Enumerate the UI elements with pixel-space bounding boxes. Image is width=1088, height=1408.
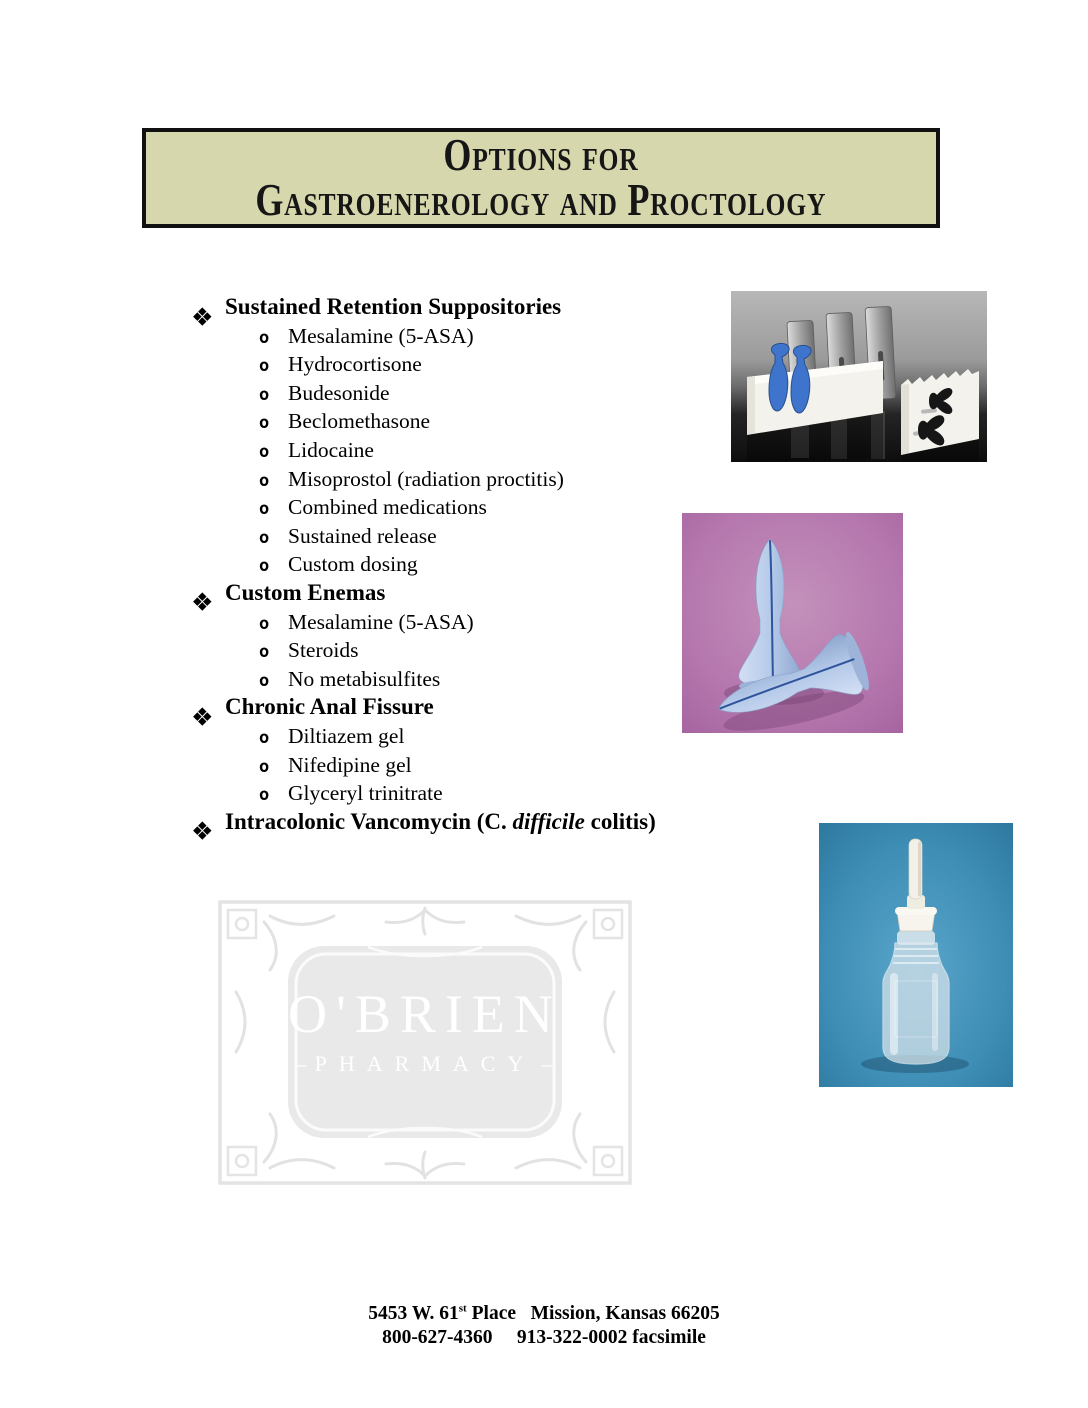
list-item	[0, 436, 760, 465]
watermark-dash: –	[295, 1051, 309, 1076]
footer	[0, 1302, 1088, 1350]
circle-bullet-icon: o	[259, 642, 270, 663]
list-item-text: Custom dosing	[288, 552, 418, 577]
circle-bullet-icon: o	[259, 499, 270, 520]
list-item-text: Mesalamine (5-ASA)	[288, 609, 474, 634]
section-header-vancomycin	[0, 808, 760, 837]
circle-bullet-icon: o	[259, 527, 270, 548]
section-title-part: Intracolonic Vancomycin (C.	[225, 808, 513, 834]
options-list	[0, 293, 760, 836]
section-title-part: colitis)	[584, 808, 656, 834]
footer-address-city: Place Mission, Kansas 66205	[466, 1303, 720, 1324]
list-item-text: Steroids	[288, 638, 359, 663]
blue-molds-illustration	[682, 513, 903, 733]
title-line-2: Gastroenerology and Proctology	[255, 175, 827, 225]
diamond-bullet-icon	[196, 808, 225, 837]
circle-bullet-icon: o	[259, 327, 270, 348]
list-item-text: Diltiazem gel	[288, 723, 405, 748]
diamond-bullet-icon	[196, 293, 225, 322]
diamond-bullet-icon	[196, 693, 225, 722]
list-item-text: Beclomethasone	[288, 409, 431, 434]
blue-suppository-molds-photo	[682, 513, 903, 733]
section-title	[225, 809, 656, 834]
footer-address-street: 5453 W. 61	[368, 1303, 459, 1324]
list-item	[0, 608, 760, 637]
suppository-mold-kit-photo	[731, 291, 987, 462]
list-item	[0, 322, 760, 351]
list-item	[0, 722, 760, 751]
footer-ordinal-suffix: st	[458, 1302, 467, 1315]
circle-bullet-icon: o	[259, 384, 270, 405]
list-item-text: Nifedipine gel	[288, 752, 412, 777]
list-item	[0, 407, 760, 436]
list-item-text: Lidocaine	[288, 437, 374, 462]
section-header-enemas	[0, 579, 760, 608]
list-item	[0, 465, 760, 494]
list-item-text: Combined medications	[288, 495, 487, 520]
circle-bullet-icon: o	[259, 670, 270, 691]
list-item-text: Glyceryl trinitrate	[288, 781, 443, 806]
list-item	[0, 493, 760, 522]
circle-bullet-icon: o	[259, 356, 270, 377]
watermark-subtitle	[218, 1052, 632, 1076]
title-banner	[142, 128, 940, 228]
list-item-text: Mesalamine (5-ASA)	[288, 323, 474, 348]
enema-bottle-photo	[819, 823, 1013, 1087]
watermark-dash: –	[541, 1051, 555, 1076]
section-header-fissure	[0, 693, 760, 722]
diamond-bullet-icon	[196, 579, 225, 608]
title-line-1: Options for	[443, 130, 639, 180]
list-item	[0, 522, 760, 551]
list-item	[0, 636, 760, 665]
circle-bullet-icon: o	[259, 413, 270, 434]
list-item	[0, 379, 760, 408]
list-item	[0, 350, 760, 379]
circle-bullet-icon: o	[259, 441, 270, 462]
circle-bullet-icon: o	[259, 756, 270, 777]
watermark-subtitle-text: PHARMACY	[314, 1051, 536, 1076]
list-item	[0, 751, 760, 780]
footer-address-line	[0, 1302, 1088, 1326]
section-title-italic-part: difficile	[512, 808, 585, 834]
circle-bullet-icon: o	[259, 470, 270, 491]
watermark-name: O'BRIEN	[288, 984, 562, 1044]
list-item	[0, 779, 760, 808]
mold-kit-illustration	[731, 291, 987, 462]
section-title: Sustained Retention Suppositories	[225, 294, 562, 319]
section-title: Custom Enemas	[225, 579, 386, 605]
list-item	[0, 665, 760, 694]
list-item-text: Sustained release	[288, 523, 437, 548]
section-title: Chronic Anal Fissure	[225, 694, 434, 720]
footer-phone-line: 800-627-4360 913-322-0002 facsimile	[382, 1327, 706, 1348]
list-item-text: Budesonide	[288, 380, 390, 405]
list-item-text: No metabisulfites	[288, 666, 441, 691]
enema-bottle-illustration	[819, 823, 1013, 1087]
circle-bullet-icon: o	[259, 556, 270, 577]
circle-bullet-icon: o	[259, 785, 270, 806]
obrien-pharmacy-watermark	[218, 900, 632, 1185]
section-header-suppositories	[0, 293, 760, 322]
circle-bullet-icon: o	[259, 613, 270, 634]
list-item-text: Misoprostol (radiation proctitis)	[288, 466, 564, 491]
circle-bullet-icon: o	[259, 727, 270, 748]
list-item	[0, 550, 760, 579]
list-item-text: Hydrocortisone	[288, 352, 422, 377]
